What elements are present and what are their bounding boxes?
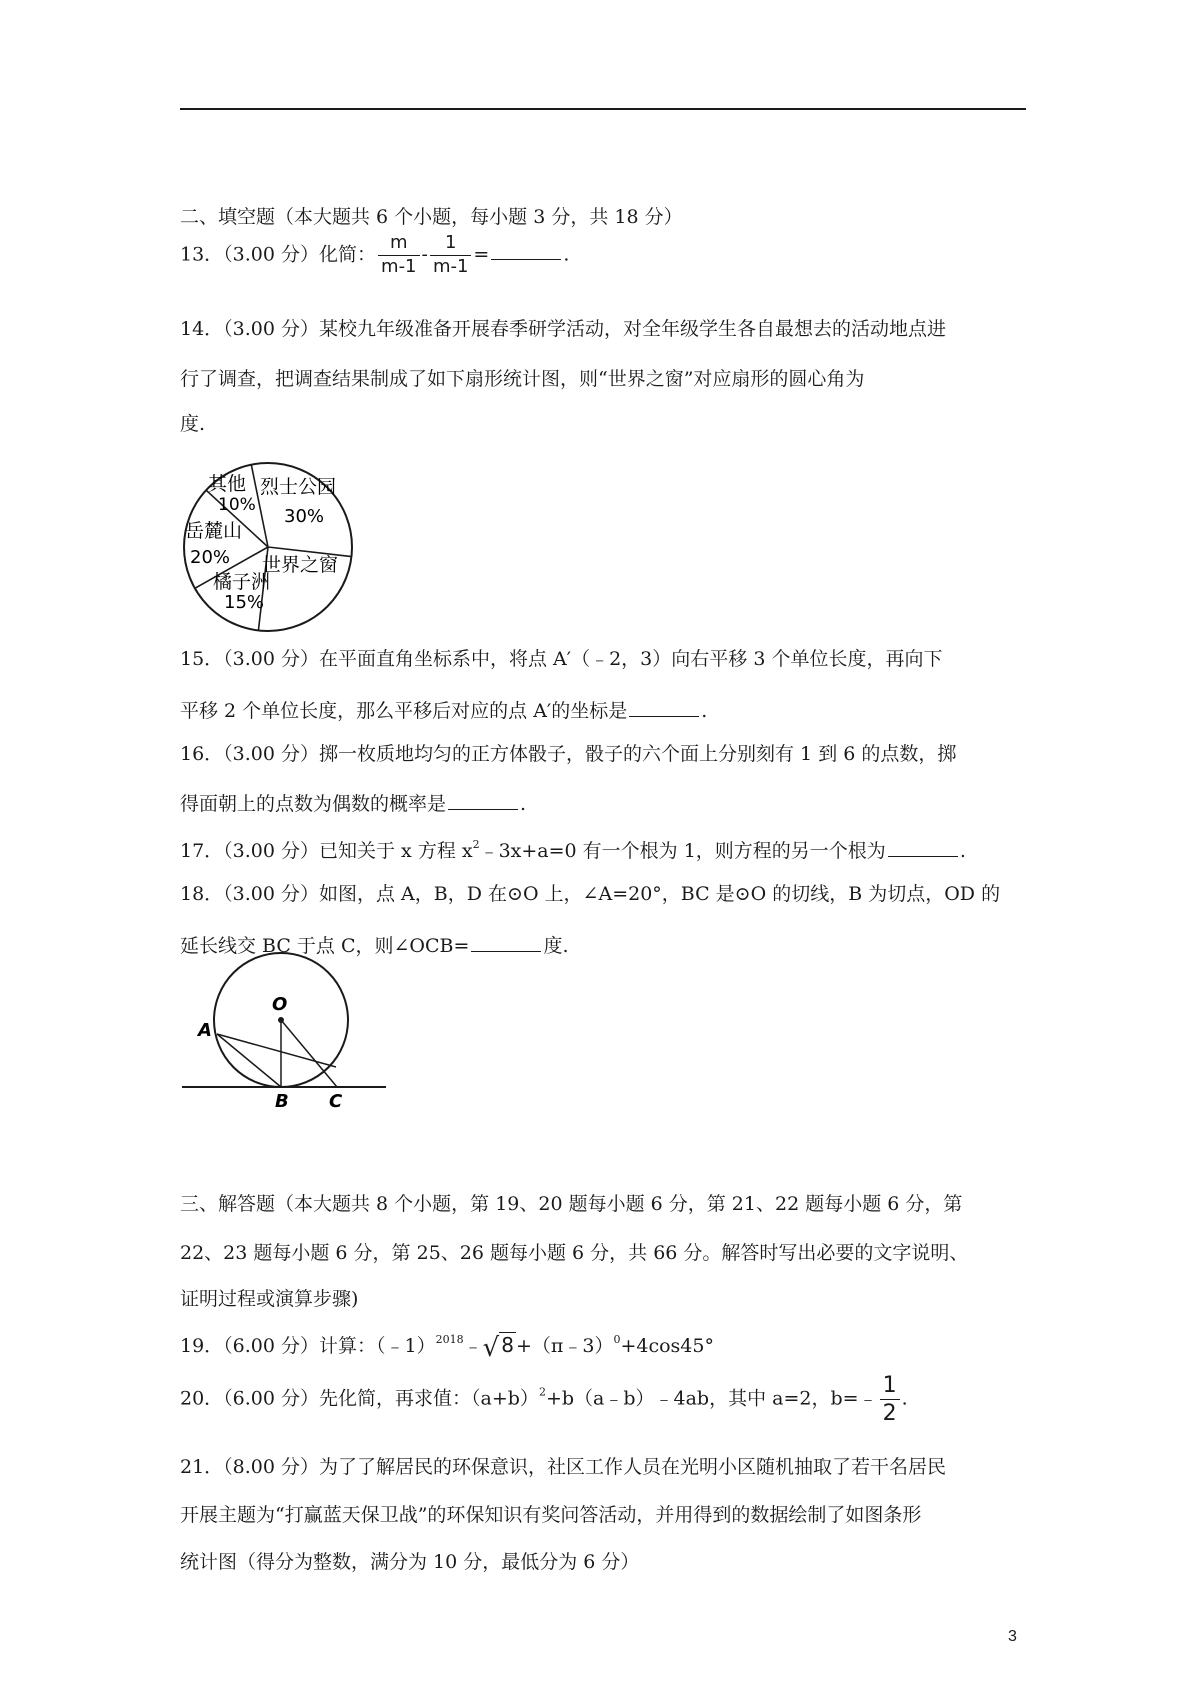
header-rule — [180, 108, 1026, 110]
pie-value-lieshi: 30% — [284, 506, 325, 527]
geometry-figure — [180, 962, 392, 1112]
fraction-one-half: $\frac{1}{2}$ — [880, 1374, 900, 1425]
pie-label-yuelushan: 岳麓山 — [185, 520, 243, 542]
question-18-line-2: 延长线交 BC 于点 C，则∠OCB= 度. — [180, 935, 569, 957]
answer-blank[interactable] — [471, 933, 541, 952]
fraction-m-over-m-minus-1: $\frac{m}{m-1}$ — [378, 234, 419, 277]
question-18-line-1: 18．（3.00 分）如图，点 A，B，D 在⊙O 上，∠A=20°，BC 是⊙O 的切线，B 为切点，OD 的 — [180, 883, 1001, 905]
question-17: 17．（3.00 分）已知关于 x 方程 $x^2﹣3x+a=0$ 有一个根为 1，则方程的另一个根为 . — [180, 838, 966, 862]
label-c: C — [329, 1091, 343, 1112]
question-21-line-2: 开展主题为“打赢蓝天保卫战”的环保知识有奖问答活动，并用得到的数据绘制了如图条形 — [180, 1504, 922, 1526]
segment-ad — [217, 1034, 336, 1067]
question-19: 19．（6.00 分）计算：（﹣1）$^{2018}$﹣√ 8 +（π﹣3）$^0$+4cos45° — [180, 1333, 714, 1363]
pie-chart — [180, 460, 362, 634]
question-16-line-1: 16．（3.00 分）掷一枚质地均匀的正方体骰子，骰子的六个面上分别刻有 1 到 6 的点数，掷 — [180, 743, 957, 765]
q13-prefix: 13．（3.00 分）化简： — [180, 243, 377, 266]
section-3-line-1: 三、解答题（本大题共 8 个小题，第 19、20 题每小题 6 分，第 21、22 题每小题 6 分，第 — [180, 1193, 963, 1215]
label-o: O — [272, 994, 288, 1015]
pie-label-shijie: 世界之窗 — [262, 554, 339, 576]
question-13: 13．（3.00 分）化简： $\frac{m}{m-1}$ - $\frac{1}{m-1}$ = . — [180, 232, 570, 277]
question-16-line-2: 得面朝上的点数为偶数的概率是 . — [180, 793, 527, 815]
question-14-line-2: 行了调查，把调查结果制成了如下扇形统计图，则“世界之窗”对应扇形的圆心角为 — [180, 368, 865, 390]
label-b: B — [275, 1091, 289, 1112]
pie-label-qita: 其他 — [208, 473, 247, 495]
answer-blank[interactable] — [491, 241, 561, 260]
pie-label-juzizhou: 橘子洲 — [213, 571, 271, 593]
pie-value-yuelushan: 20% — [190, 547, 231, 568]
question-21-line-1: 21．（8.00 分）为了了解居民的环保意识，社区工作人员在光明小区随机抽取了若干名居民 — [180, 1456, 947, 1478]
question-20: 20．（6.00 分）先化简，再求值：$(a+b)^2+b(a﹣b)﹣4ab$，其中 a=2，b=﹣ $\frac{1}{2}$ . — [180, 1373, 908, 1427]
section-3-line-3: 证明过程或演算步骤) — [180, 1288, 359, 1310]
question-14-line-3: 度. — [180, 413, 206, 435]
square-root: √ 8 — [482, 1333, 514, 1363]
pie-value-juzizhou: 15% — [224, 592, 265, 613]
pie-label-lieshi: 烈士公园 — [260, 476, 337, 498]
center-point — [278, 1017, 284, 1023]
section-2-title: 二、填空题（本大题共 6 个小题，每小题 3 分，共 18 分） — [180, 206, 683, 228]
question-21-line-3: 统计图（得分为整数，满分为 10 分，最低分为 6 分） — [180, 1551, 640, 1573]
answer-blank[interactable] — [888, 838, 958, 857]
pie-value-qita: 10% — [218, 495, 256, 515]
page-number: 3 — [1008, 1628, 1017, 1645]
fraction-1-over-m-minus-1: $\frac{1}{m-1}$ — [430, 234, 471, 277]
answer-blank[interactable] — [448, 791, 518, 810]
section-3-line-2: 22、23 题每小题 6 分，第 25、26 题每小题 6 分，共 66 分。解答时写出必要的文字说明、 — [180, 1242, 969, 1264]
label-a: A — [198, 1020, 212, 1041]
question-14-line-1: 14．（3.00 分）某校九年级准备开展春季研学活动，对全年级学生各自最想去的活动地点进 — [180, 318, 947, 340]
question-15-line-2: 平移 2 个单位长度，那么平移后对应的点 A′的坐标是 . — [180, 700, 708, 722]
question-15-line-1: 15．（3.00 分）在平面直角坐标系中，将点 A′（﹣2，3）向右平移 3 个单位长度，再向下 — [180, 648, 943, 670]
answer-blank[interactable] — [629, 698, 699, 717]
